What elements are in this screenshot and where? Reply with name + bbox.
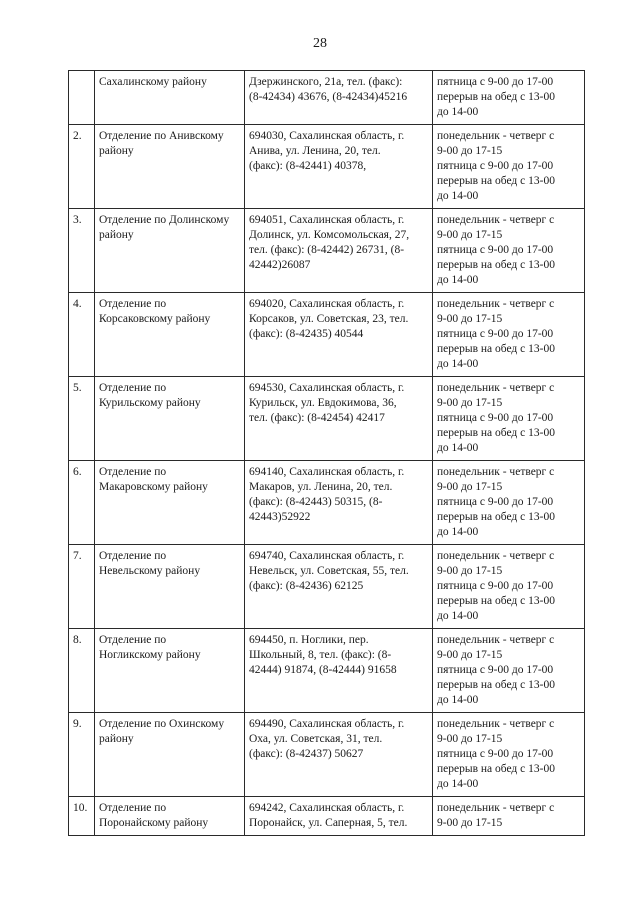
row-number — [69, 71, 95, 125]
office-address-line: Макаров, ул. Ленина, 20, тел. — [249, 481, 393, 493]
office-hours-line: 9-00 до 17-15 — [437, 229, 503, 241]
office-address-cell — [245, 545, 433, 629]
office-name-cell — [95, 797, 245, 836]
office-address-cell — [245, 209, 433, 293]
office-name-line: Отделение по — [99, 298, 167, 310]
office-address-line: (факс): (8-42441) 40378, — [249, 160, 367, 172]
office-hours-line: до 14-00 — [437, 106, 479, 118]
office-address-line: 694140, Сахалинская область, г. — [249, 466, 405, 478]
office-hours-cell — [433, 377, 585, 461]
table-row — [69, 545, 585, 629]
office-name-cell — [95, 293, 245, 377]
offices-table — [68, 70, 585, 836]
office-address-cell — [245, 713, 433, 797]
office-address-line: (факс): (8-42436) 62125 — [249, 580, 364, 592]
office-hours-line: 9-00 до 17-15 — [437, 145, 503, 157]
office-address-cell — [245, 71, 433, 125]
office-name-line: району — [99, 229, 134, 241]
office-hours-line: понедельник - четверг с — [437, 802, 555, 814]
office-hours-line: пятница с 9-00 до 17-00 — [437, 412, 554, 424]
page-number: 28 — [313, 36, 327, 51]
office-name-line: Отделение по Долинскому — [99, 214, 230, 226]
table-row — [69, 797, 585, 836]
office-address-line: Оха, ул. Советская, 31, тел. — [249, 733, 383, 745]
table-row — [69, 713, 585, 797]
office-name-line: Макаровскому району — [99, 481, 208, 493]
office-address-line: (факс): (8-42443) 50315, (8- — [249, 496, 383, 508]
office-name-cell — [95, 461, 245, 545]
office-name-cell — [95, 629, 245, 713]
office-address-line: тел. (факс): (8-42442) 26731, (8- — [249, 244, 405, 256]
office-address-line: (факс): (8-42437) 50627 — [249, 748, 364, 760]
office-name-line: Отделение по — [99, 802, 167, 814]
office-address-cell — [245, 461, 433, 545]
table-row — [69, 293, 585, 377]
office-name-cell — [95, 713, 245, 797]
office-address-cell — [245, 629, 433, 713]
office-name-line: Невельскому району — [99, 565, 201, 577]
office-name-line: Отделение по Охинскому — [99, 718, 225, 730]
office-address-line: тел. (факс): (8-42454) 42417 — [249, 412, 385, 424]
office-hours-line: до 14-00 — [437, 694, 479, 706]
office-address-line: (факс): (8-42435) 40544 — [249, 328, 364, 340]
office-address-line: 694740, Сахалинская область, г. — [249, 550, 405, 562]
row-number: 6. — [69, 461, 95, 545]
office-hours-line: перерыв на обед с 13-00 — [437, 91, 555, 103]
office-hours-line: пятница с 9-00 до 17-00 — [437, 244, 554, 256]
office-hours-line: перерыв на обед с 13-00 — [437, 427, 555, 439]
office-address-line: 694530, Сахалинская область, г. — [249, 382, 405, 394]
office-address-line: Анива, ул. Ленина, 20, тел. — [249, 145, 381, 157]
table-row — [69, 629, 585, 713]
office-address-line: Невельск, ул. Советская, 55, тел. — [249, 565, 409, 577]
office-address-line: 694490, Сахалинская область, г. — [249, 718, 405, 730]
office-hours-line: 9-00 до 17-15 — [437, 313, 503, 325]
table-row — [69, 125, 585, 209]
offices-table-body — [69, 71, 585, 836]
office-hours-cell — [433, 545, 585, 629]
office-hours-line: до 14-00 — [437, 526, 479, 538]
office-name-line: Отделение по — [99, 382, 167, 394]
office-hours-line: до 14-00 — [437, 358, 479, 370]
office-address-line: 42443)52922 — [249, 511, 311, 523]
office-hours-line: до 14-00 — [437, 190, 479, 202]
office-hours-line: до 14-00 — [437, 610, 479, 622]
office-address-line: Дзержинского, 21а, тел. (факс): — [249, 76, 403, 88]
office-address-line: 694030, Сахалинская область, г. — [249, 130, 405, 142]
row-number: 8. — [69, 629, 95, 713]
office-hours-line: перерыв на обед с 13-00 — [437, 175, 555, 187]
office-hours-line: пятница с 9-00 до 17-00 — [437, 580, 554, 592]
row-number: 4. — [69, 293, 95, 377]
office-name-line: Курильскому району — [99, 397, 201, 409]
office-address-line: Курильск, ул. Евдокимова, 36, — [249, 397, 397, 409]
office-hours-line: перерыв на обед с 13-00 — [437, 259, 555, 271]
office-hours-line: до 14-00 — [437, 778, 479, 790]
office-address-cell — [245, 377, 433, 461]
office-hours-line: пятница с 9-00 до 17-00 — [437, 160, 554, 172]
office-address-line: Долинск, ул. Комсомольская, 27, — [249, 229, 410, 241]
office-hours-line: понедельник - четверг с — [437, 130, 555, 142]
office-name-cell — [95, 71, 245, 125]
office-hours-line: 9-00 до 17-15 — [437, 817, 503, 829]
row-number: 10. — [69, 797, 95, 836]
office-name-line: Ногликскому району — [99, 649, 201, 661]
office-name-line: Корсаковскому району — [99, 313, 211, 325]
office-hours-cell — [433, 629, 585, 713]
row-number: 3. — [69, 209, 95, 293]
office-name-line: Отделение по — [99, 634, 167, 646]
office-hours-line: 9-00 до 17-15 — [437, 397, 503, 409]
office-name-cell — [95, 209, 245, 293]
office-address-line: 694020, Сахалинская область, г. — [249, 298, 405, 310]
office-hours-line: 9-00 до 17-15 — [437, 649, 503, 661]
table-row — [69, 461, 585, 545]
office-hours-line: понедельник - четверг с — [437, 214, 555, 226]
office-hours-cell — [433, 797, 585, 836]
office-name-cell — [95, 125, 245, 209]
office-name-cell — [95, 545, 245, 629]
office-hours-line: пятница с 9-00 до 17-00 — [437, 328, 554, 340]
office-hours-line: 9-00 до 17-15 — [437, 481, 503, 493]
office-hours-line: до 14-00 — [437, 274, 479, 286]
office-hours-line: пятница с 9-00 до 17-00 — [437, 76, 554, 88]
office-hours-cell — [433, 713, 585, 797]
office-hours-line: пятница с 9-00 до 17-00 — [437, 748, 554, 760]
office-hours-line: понедельник - четверг с — [437, 634, 555, 646]
office-address-line: (8-42434) 43676, (8-42434)45216 — [249, 91, 408, 103]
office-address-line: 694242, Сахалинская область, г. — [249, 802, 405, 814]
office-address-line: Поронайск, ул. Саперная, 5, тел. — [249, 817, 408, 829]
office-name-line: Отделение по Анивскому — [99, 130, 224, 142]
office-hours-line: понедельник - четверг с — [437, 466, 555, 478]
office-address-line: 694450, п. Ноглики, пер. — [249, 634, 369, 646]
office-hours-line: до 14-00 — [437, 442, 479, 454]
row-number: 7. — [69, 545, 95, 629]
office-address-line: 694051, Сахалинская область, г. — [249, 214, 405, 226]
table-row — [69, 209, 585, 293]
office-hours-cell — [433, 125, 585, 209]
office-hours-line: перерыв на обед с 13-00 — [437, 763, 555, 775]
office-hours-line: перерыв на обед с 13-00 — [437, 679, 555, 691]
office-hours-line: понедельник - четверг с — [437, 550, 555, 562]
office-hours-cell — [433, 209, 585, 293]
office-name-line: району — [99, 145, 134, 157]
office-name-cell — [95, 377, 245, 461]
office-hours-cell — [433, 461, 585, 545]
office-hours-line: пятница с 9-00 до 17-00 — [437, 664, 554, 676]
office-address-cell — [245, 125, 433, 209]
office-address-line: 42442)26087 — [249, 259, 311, 271]
office-hours-line: перерыв на обед с 13-00 — [437, 595, 555, 607]
office-hours-line: пятница с 9-00 до 17-00 — [437, 496, 554, 508]
office-address-line: Школьный, 8, тел. (факс): (8- — [249, 649, 392, 661]
office-hours-line: перерыв на обед с 13-00 — [437, 511, 555, 523]
office-hours-line: 9-00 до 17-15 — [437, 733, 503, 745]
office-name-line: Отделение по — [99, 466, 167, 478]
office-hours-line: понедельник - четверг с — [437, 718, 555, 730]
office-name-line: району — [99, 733, 134, 745]
office-hours-line: 9-00 до 17-15 — [437, 565, 503, 577]
office-address-cell — [245, 797, 433, 836]
office-name-line: Поронайскому району — [99, 817, 209, 829]
row-number: 5. — [69, 377, 95, 461]
office-hours-line: понедельник - четверг с — [437, 382, 555, 394]
office-hours-line: перерыв на обед с 13-00 — [437, 343, 555, 355]
office-hours-cell — [433, 293, 585, 377]
office-address-line: Корсаков, ул. Советская, 23, тел. — [249, 313, 409, 325]
row-number: 9. — [69, 713, 95, 797]
table-row — [69, 377, 585, 461]
office-hours-cell — [433, 71, 585, 125]
office-address-cell — [245, 293, 433, 377]
table-row — [69, 71, 585, 125]
office-name-line: Отделение по — [99, 550, 167, 562]
office-address-line: 42444) 91874, (8-42444) 91658 — [249, 664, 397, 676]
office-hours-line: понедельник - четверг с — [437, 298, 555, 310]
office-name-line: Сахалинскому району — [99, 76, 207, 88]
row-number: 2. — [69, 125, 95, 209]
